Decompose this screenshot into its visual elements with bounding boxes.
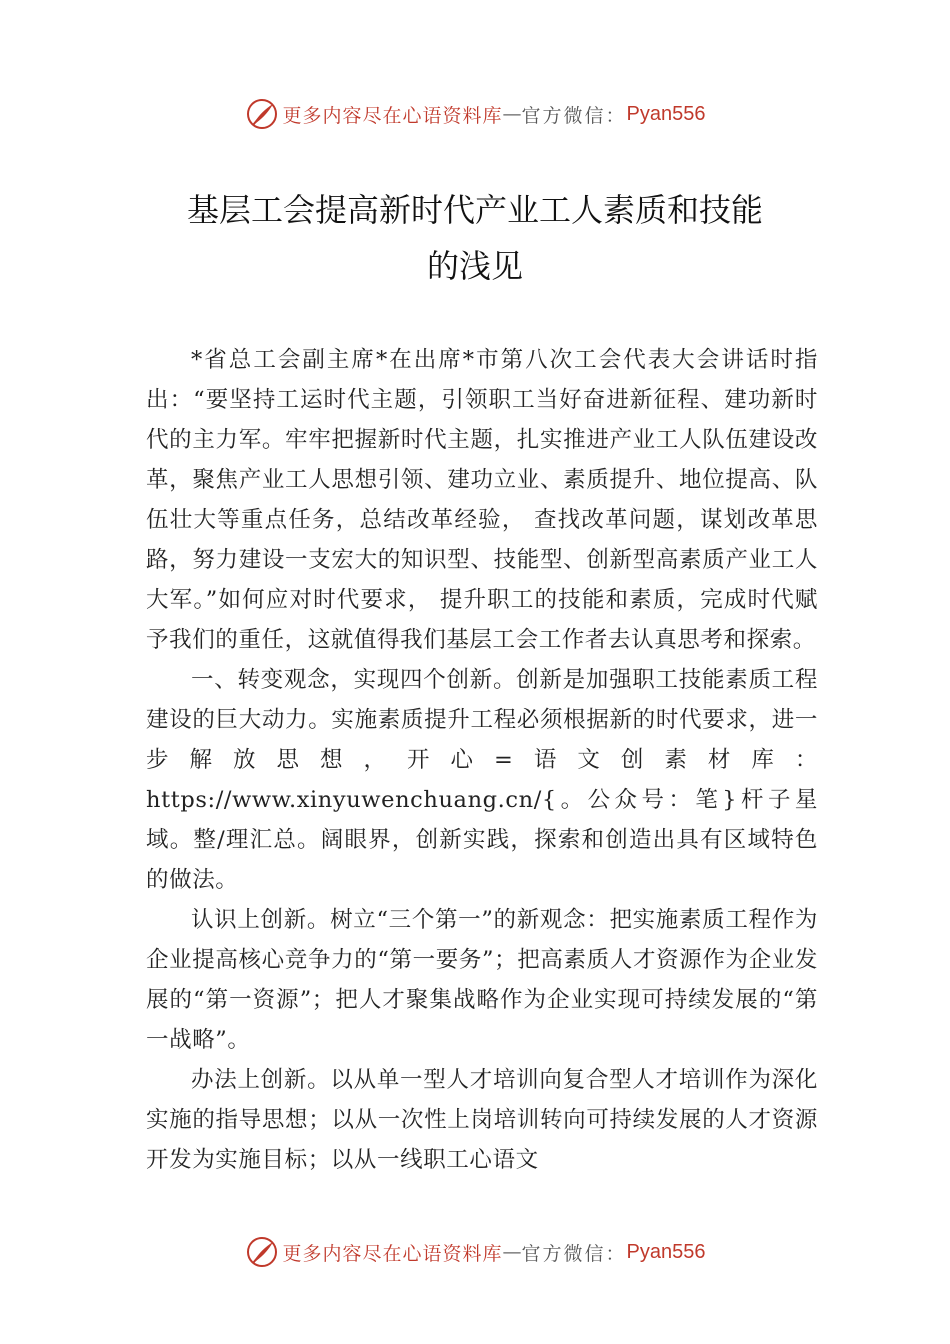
title-line-2: 的浅见 — [426, 247, 523, 285]
banner-text: 更多内容尽在心语资料库 — [282, 104, 503, 127]
banner-wechat-id: Pyan556 — [626, 102, 706, 125]
paragraph-1: *省总工会副主席*在出席*市第八次工会代表大会讲话时指出：“要坚持工运时代主题，引领职工当好奋进新征程、建功新时代的主力军。牢牢把握新时代主题，扎实推进产业工人队伍建设改革，聚焦产业工人思想引领、建功立业、素质提升、地位提高、队伍壮大等重点任务，总结改革经验， 查找改革问题，谋划改革思路，努力建设一支宏大的知识型、技能型、创新型高素质产业工人大军。”如何应对时代要求， 提升职工的技能和素质，完成时代赋予我们的重任，这就值得我们基层工会工作者去认真思考和探索。 — [146, 347, 818, 653]
banner-wechat-id: Pyan556 — [626, 1240, 706, 1263]
title-line-1: 基层工会提高新时代产业工人素质和技能 — [186, 191, 763, 229]
document-body — [146, 340, 818, 1180]
banner-text: 更多内容尽在心语资料库 — [282, 1242, 503, 1265]
paragraph-4: 办法上创新。以从单一型人才培训向复合型人才培训作为深化实施的指导思想；以从一次性上岗培训转向可持续发展的人才资源开发为实施目标；以从一线职工心语文 — [146, 1067, 818, 1173]
paragraph-3: 认识上创新。树立“三个第一”的新观念：把实施素质工程作为企业提高核心竞争力的“第一要务”；把高素质人才资源作为企业发展的“第一资源”；把人才聚集战略作为企业实现可持续发展的“第一战略”。 — [146, 907, 818, 1053]
banner-wechat-label: 官方微信： — [521, 1242, 627, 1265]
banner-wechat-label: 官方微信： — [521, 104, 627, 127]
banner-separator: — — [502, 103, 522, 125]
footer-watermark — [0, 1230, 950, 1274]
quill-logo-icon — [245, 97, 279, 131]
header-watermark — [0, 92, 950, 136]
document-title — [100, 182, 850, 294]
quill-logo-icon — [245, 1235, 279, 1269]
paragraph-2: 一、转变观念，实现四个创新。创新是加强职工技能素质工程建设的巨大动力。实施素质提升工程必须根据新的时代要求，进一步解放思想，开心=语文创素材库：https://www.xinyuwenchuang.cn/{。公众号：笔}杆子星域。整/理汇总。阔眼界，创新实践，探索和创造出具有区域特色的做法。 — [146, 667, 818, 893]
banner-separator: — — [502, 1241, 522, 1263]
